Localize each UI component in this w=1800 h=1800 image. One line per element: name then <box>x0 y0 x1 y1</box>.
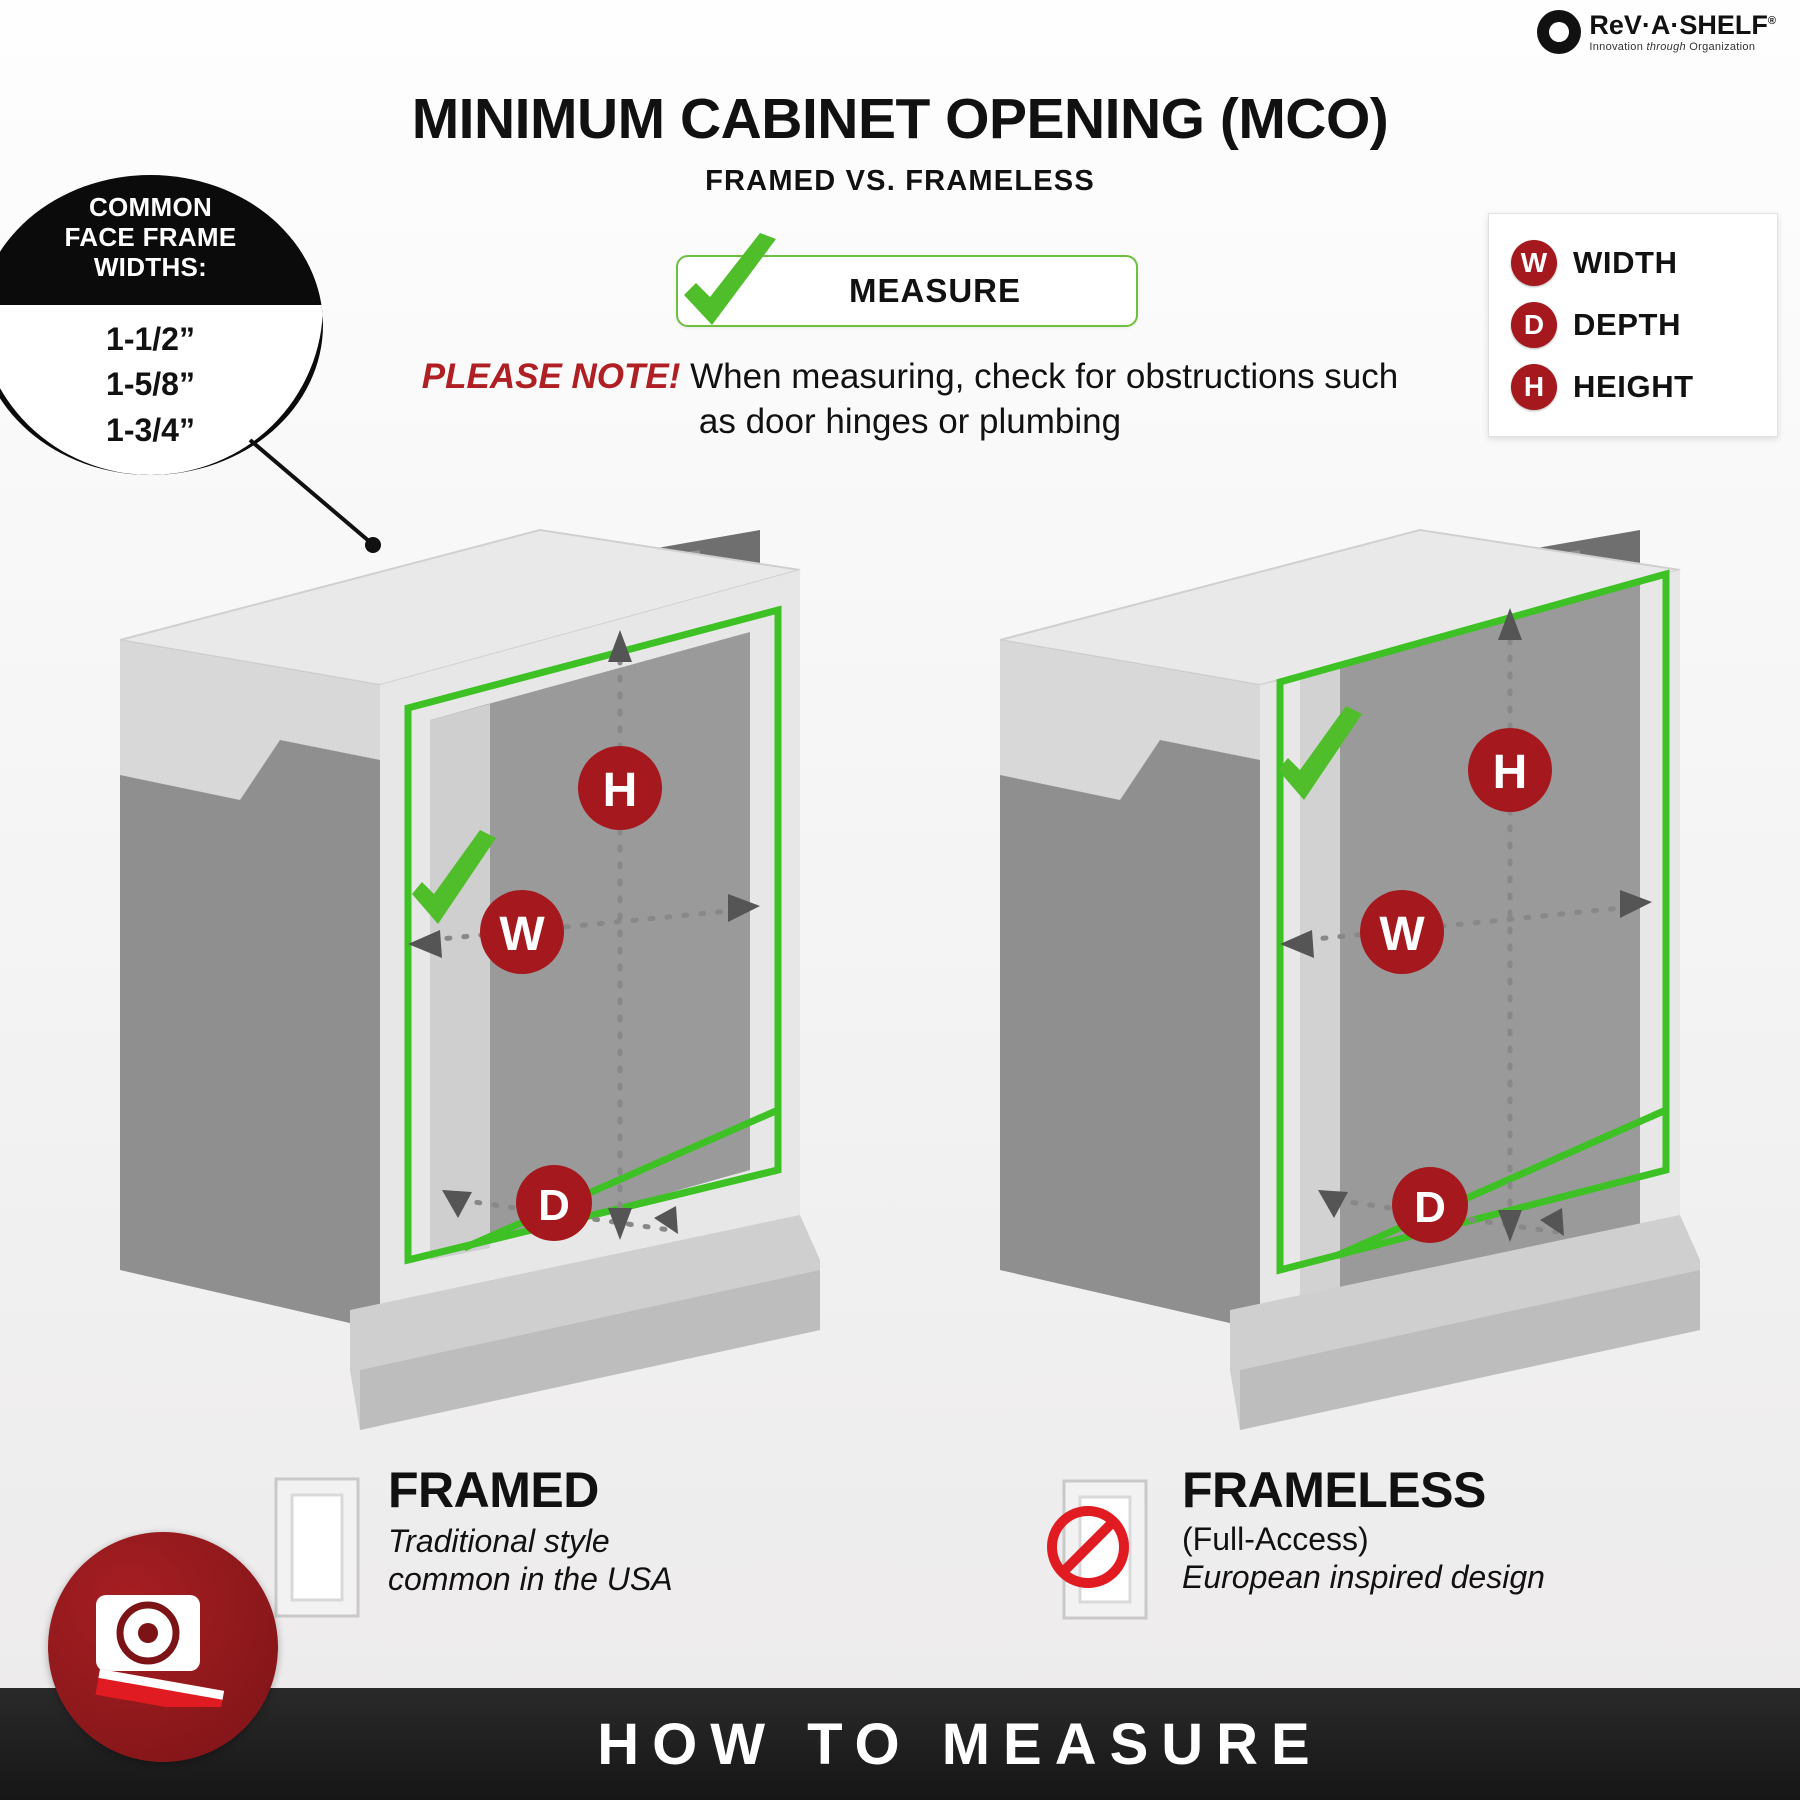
face-frame-width-item: 1-1/2” <box>106 321 195 357</box>
framed-desc-line2: common in the USA <box>388 1560 673 1597</box>
legend-item-height <box>1511 356 1761 418</box>
frameless-cabinet-diagram <box>940 470 1740 1430</box>
svg-text:W: W <box>1379 908 1425 961</box>
face-frame-width-item: 1-3/4” <box>106 411 195 448</box>
svg-text:H: H <box>1492 746 1528 799</box>
measure-pill <box>676 255 1138 327</box>
trademark-symbol: ® <box>1767 14 1776 27</box>
framed-desc-line1: Traditional style <box>388 1523 610 1559</box>
svg-text:D: D <box>538 1181 570 1230</box>
brand-logo <box>1537 10 1776 54</box>
svg-text:W: W <box>499 908 545 961</box>
frameless-desc-line2: European inspired design <box>1182 1558 1545 1595</box>
brand-tagline: Innovation through Organization <box>1589 40 1756 53</box>
page-subtitle: FRAMED VS. FRAMELESS <box>705 165 1095 197</box>
note-body: When measuring, check for obstructions such as door hinges or plumbing <box>680 357 1399 441</box>
height-badge: H <box>1511 364 1557 410</box>
footer-bar <box>0 1688 1800 1800</box>
footer-title: HOW TO MEASURE <box>597 1711 1323 1777</box>
frameless-title: FRAMELESS <box>1182 1462 1486 1518</box>
dimension-legend <box>1488 213 1778 437</box>
framed-cabinet-diagram <box>60 470 860 1430</box>
page-title: MINIMUM CABINET OPENING (MCO) <box>411 87 1389 151</box>
svg-text:H: H <box>602 764 638 817</box>
measure-label: MEASURE <box>848 272 1022 309</box>
svg-text:D: D <box>1414 1183 1446 1232</box>
tape-measure-badge <box>48 1532 278 1762</box>
brand-logo-text <box>1589 9 1776 53</box>
frameless-caption <box>1046 1462 1545 1625</box>
frameless-desc-line1: (Full-Access) <box>1182 1521 1369 1557</box>
empty-frame-icon <box>272 1475 362 1620</box>
legend-item-depth <box>1511 294 1761 356</box>
framed-title: FRAMED <box>388 1462 599 1518</box>
face-frame-width-item: 1-5/8” <box>106 366 195 403</box>
legend-label-height: HEIGHT <box>1573 369 1694 404</box>
no-frame-prohibited-icon <box>1046 1475 1156 1625</box>
legend-label-depth: DEPTH <box>1573 307 1682 342</box>
note-emphasis: PLEASE NOTE! <box>421 357 681 396</box>
legend-item-width <box>1511 232 1761 294</box>
brand-name: ReV·A·SHELF® <box>1589 9 1776 40</box>
framed-caption <box>272 1462 673 1620</box>
tape-measure-icon <box>88 1587 238 1707</box>
legend-label-width: WIDTH <box>1573 245 1678 280</box>
rev-a-shelf-mark-icon <box>1537 10 1581 54</box>
face-frame-heading: COMMON FACE FRAME WIDTHS: <box>64 192 237 282</box>
depth-badge: D <box>1511 302 1557 348</box>
please-note-text <box>400 355 1420 445</box>
width-badge: W <box>1511 240 1557 286</box>
